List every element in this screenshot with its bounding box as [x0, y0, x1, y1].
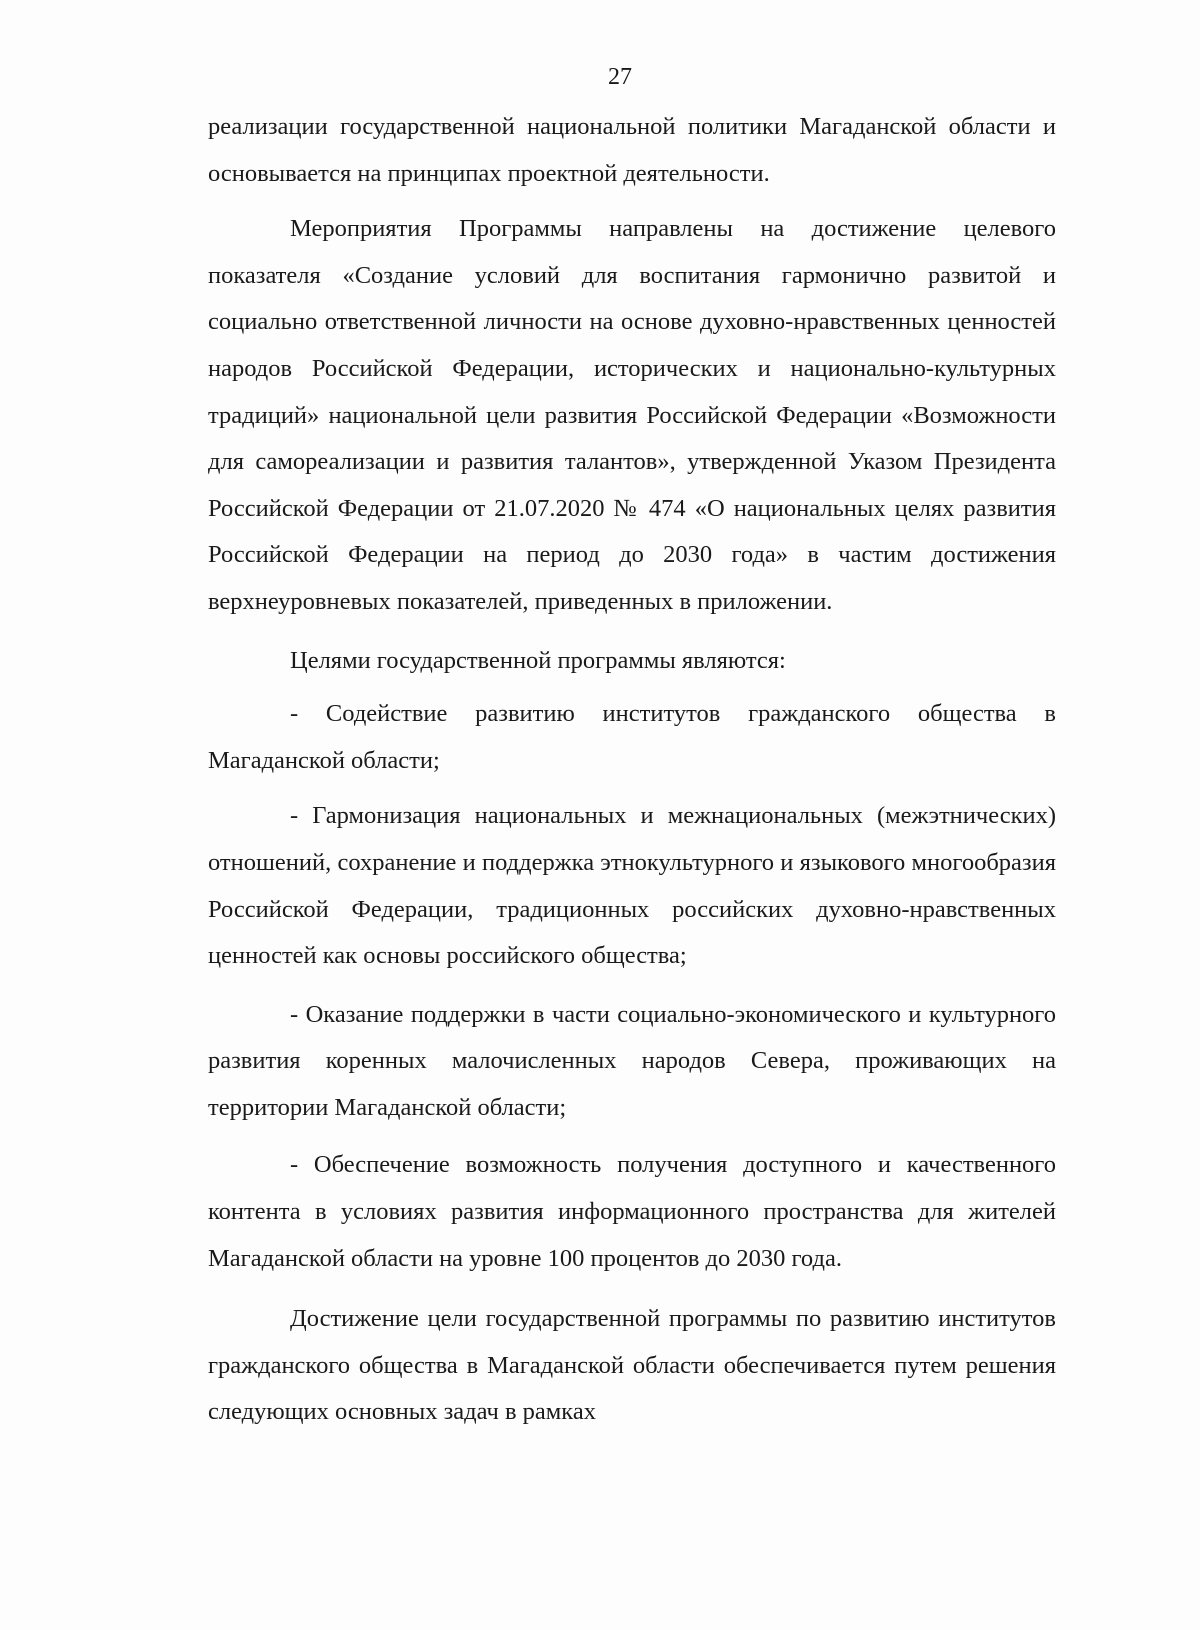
paragraph-program-activities: Мероприятия Программы направлены на достижение целевого показателя «Создание условий для воспитания гармонично развитой и социально ответственной личности на основе духовно-нравственных ценностей народов Российской Федерации, исторических и национально-культурных традиций» национальной цели развития Российской Федерации «Возможности для самореализации и развития талантов», утвержденной Указом Президента Российской Федерации от 21.07.2020 № 474 «О национальных целях развития Российской Федерации на период до 2030 года» в частим достижения верхнеуровневых показателей, приведенных в приложении.: [208, 215, 1056, 615]
goal-list-item: - Оказание поддержки в части социально-экономического и культурного развития коренных малочисленных народов Севера, проживающих на территории Магаданской области;: [208, 1000, 1056, 1121]
document-body: [208, 104, 1056, 1436]
goal-list-item: - Содействие развитию институтов гражданского общества в Магаданской области;: [208, 700, 1056, 774]
goal-list-item: - Обеспечение возможность получения доступного и качественного контента в условиях развития информационного пространства для жителей Магаданской области на уровне 100 процентов до 2030 года.: [208, 1151, 1056, 1272]
page-number: 27: [608, 64, 632, 90]
paragraph-goals-intro: Целями государственной программы являются:: [290, 646, 786, 674]
paragraph-goal-achievement: Достижение цели государственной программы по развитию институтов гражданского общества в Магаданской области обеспечивается путем решения следующих основных задач в рамках: [208, 1305, 1056, 1426]
paragraph-continuation: реализации государственной национальной политики Магаданской области и основывается на принципах проектной деятельности.: [208, 113, 1056, 187]
goal-list-item: - Гармонизация национальных и межнациональных (межэтнических) отношений, сохранение и поддержка этнокультурного и языкового многообразия Российской Федерации, традиционных российских духовно-нравственных ценностей как основы российского общества;: [208, 802, 1056, 970]
